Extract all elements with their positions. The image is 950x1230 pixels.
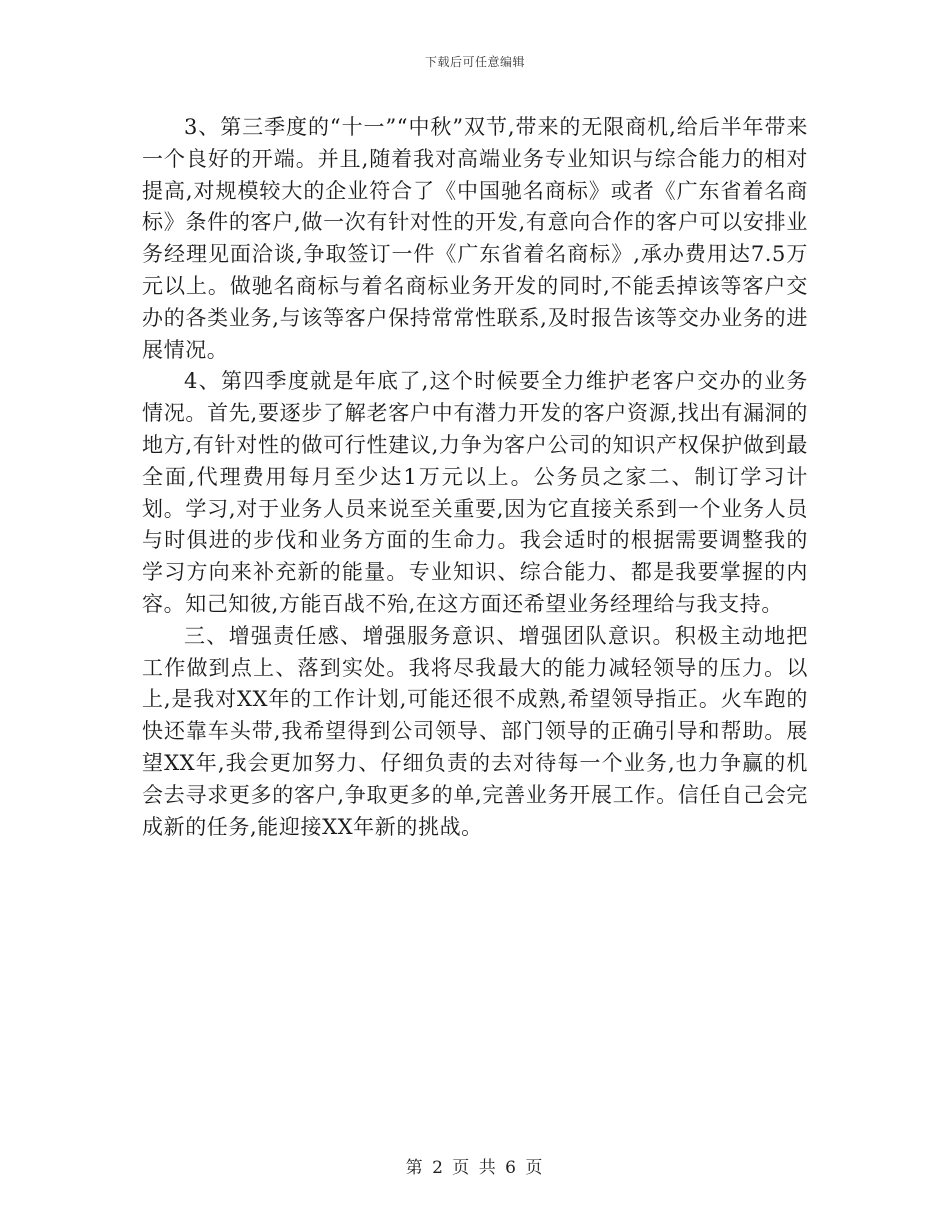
paragraph-responsibility: 三、增强责任感、增强服务意识、增强团队意识。积极主动地把工作做到点上、落到实处。我将尽我最大的能力减轻领导的压力。以上,是我对XX年的工作计划,可能还很不成熟,希望领导指正。火车跑的快还靠车头带,我希望得到公司领导、部门领导的正确引导和帮助。展望XX年,我会更加努力、仔细负责的去对待每一个业务,也力争赢的机会去寻求更多的客户,争取更多的单,完善业务开展工作。信任自己会完成新的任务,能迎接XX年新的挑战。 [142, 623, 808, 839]
paragraph-q3-plan: 3、第三季度的“十一”“中秋”双节,带来的无限商机,给后半年带来一个良好的开端。并且,随着我对高端业务专业知识与综合能力的相对提高,对规模较大的企业符合了《中国驰名商标》或者《广东省着名商标》条件的客户,做一次有针对性的开发,有意向合作的客户可以安排业务经理见面洽谈,争取签订一件《广东省着名商标》,承办费用达7.5万元以上。做驰名商标与着名商标业务开发的同时,不能丢掉该等客户交办的各类业务,与该等客户保持常常性联系,及时报告该等交办业务的进展情况。 [142, 115, 808, 362]
page-header-note: 下载后可任意编辑 [424, 55, 525, 69]
paragraph-q4-plan: 4、第四季度就是年底了,这个时候要全力维护老客户交办的业务情况。首先,要逐步了解老客户中有潜力开发的客户资源,找出有漏洞的地方,有针对性的做可行性建议,力争为客户公司的知识产权保护做到最全面,代理费用每月至少达1万元以上。公务员之家二、制订学习计划。学习,对于业务人员来说至关重要,因为它直接关系到一个业务人员与时俱进的步伐和业务方面的生命力。我会适时的根据需要调整我的学习方向来补充新的能量。专业知识、综合能力、都是我要掌握的内容。知己知彼,方能百战不殆,在这方面还希望业务经理给与我支持。 [142, 369, 808, 616]
document-body [142, 112, 808, 843]
page-number: 第 2 页 共 6 页 [405, 1158, 545, 1178]
